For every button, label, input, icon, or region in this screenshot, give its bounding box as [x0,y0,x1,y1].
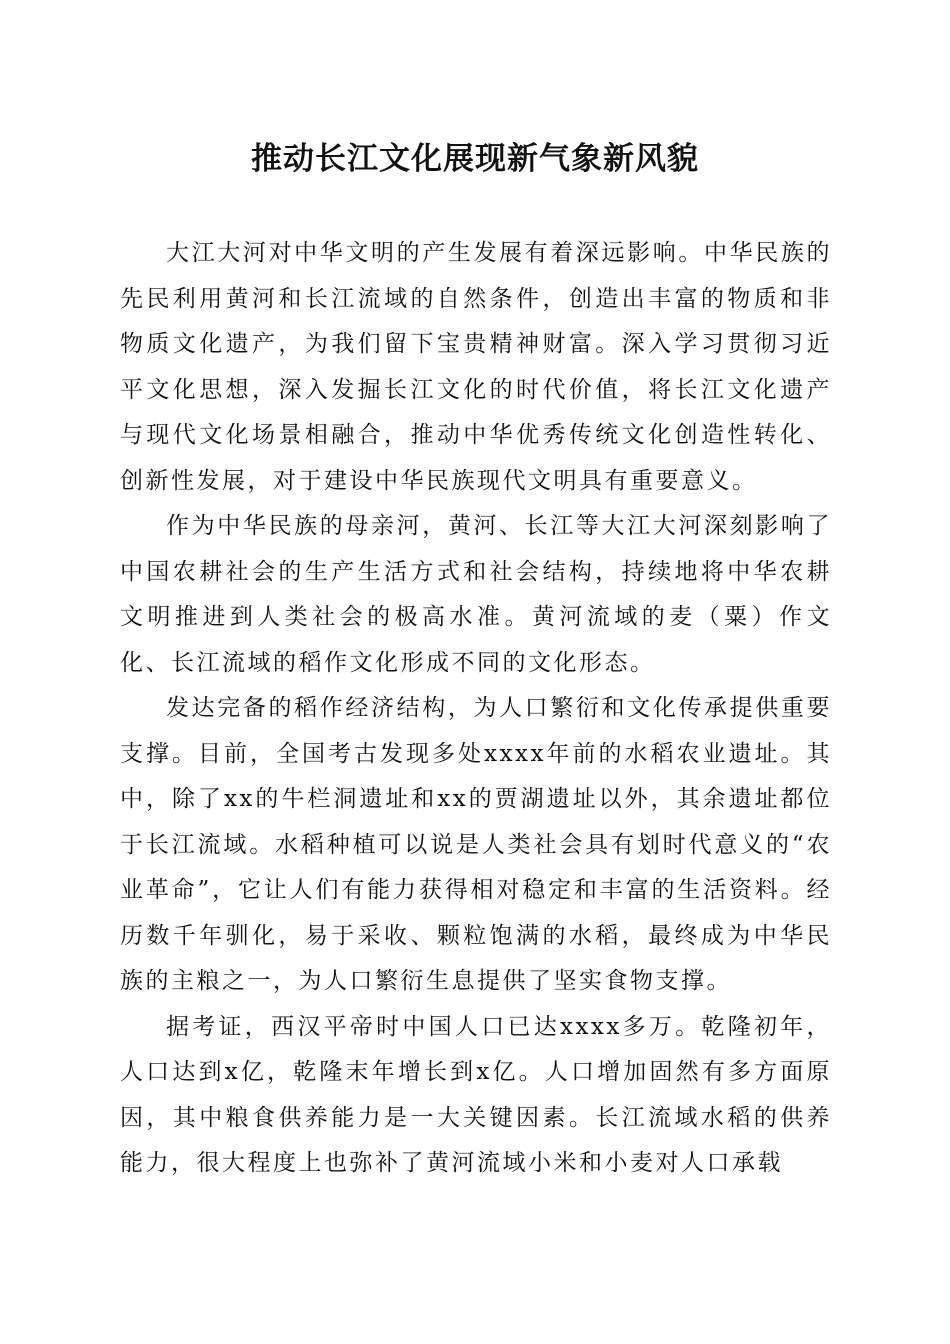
paragraph-1: 大江大河对中华文明的产生发展有着深远影响。中华民族的先民利用黄河和长江流域的自然条件，创造出丰富的物质和非物质文化遗产，为我们留下宝贵精神财富。深入学习贯彻习近平文化思想，深入发掘长江文化的时代价值，将长江文化遗产与现代文化场景相融合，推动中华优秀传统文化创造性转化、创新性发展，对于建设中华民族现代文明具有重要意义。 [120,240,832,494]
paragraph-4: 据考证，西汉平帝时中国人口已达xxxx多万。乾隆初年，人口达到x亿，乾隆末年增长到x亿。人口增加固然有多方面原因，其中粮食供养能力是一大关键因素。长江流域水稻的供养能力，很大程度上也弥补了黄河流域小米和小麦对人口承载 [120,1013,832,1176]
document-title: 推动长江文化展现新气象新风貌 [251,141,699,177]
paragraph-3: 发达完备的稻作经济结构，为人口繁衍和文化传承提供重要支撑。目前，全国考古发现多处xxxx年前的水稻农业遗址。其中，除了xx的牛栏洞遗址和xx的贾湖遗址以外，其余遗址都位于长江流域。水稻种植可以说是人类社会具有划时代意义的“农业革命”，它让人们有能力获得相对稳定和丰富的生活资料。经历数千年驯化，易于采收、颗粒饱满的水稻，最终成为中华民族的主粮之一，为人口繁衍生息提供了坚实食物支撑。 [120,695,832,994]
paragraph-2: 作为中华民族的母亲河，黄河、长江等大江大河深刻影响了中国农耕社会的生产生活方式和社会结构，持续地将中华农耕文明推进到人类社会的极高水准。黄河流域的麦（粟）作文化、长江流域的稻作文化形成不同的文化形态。 [120,513,832,676]
document-body [120,231,832,1187]
